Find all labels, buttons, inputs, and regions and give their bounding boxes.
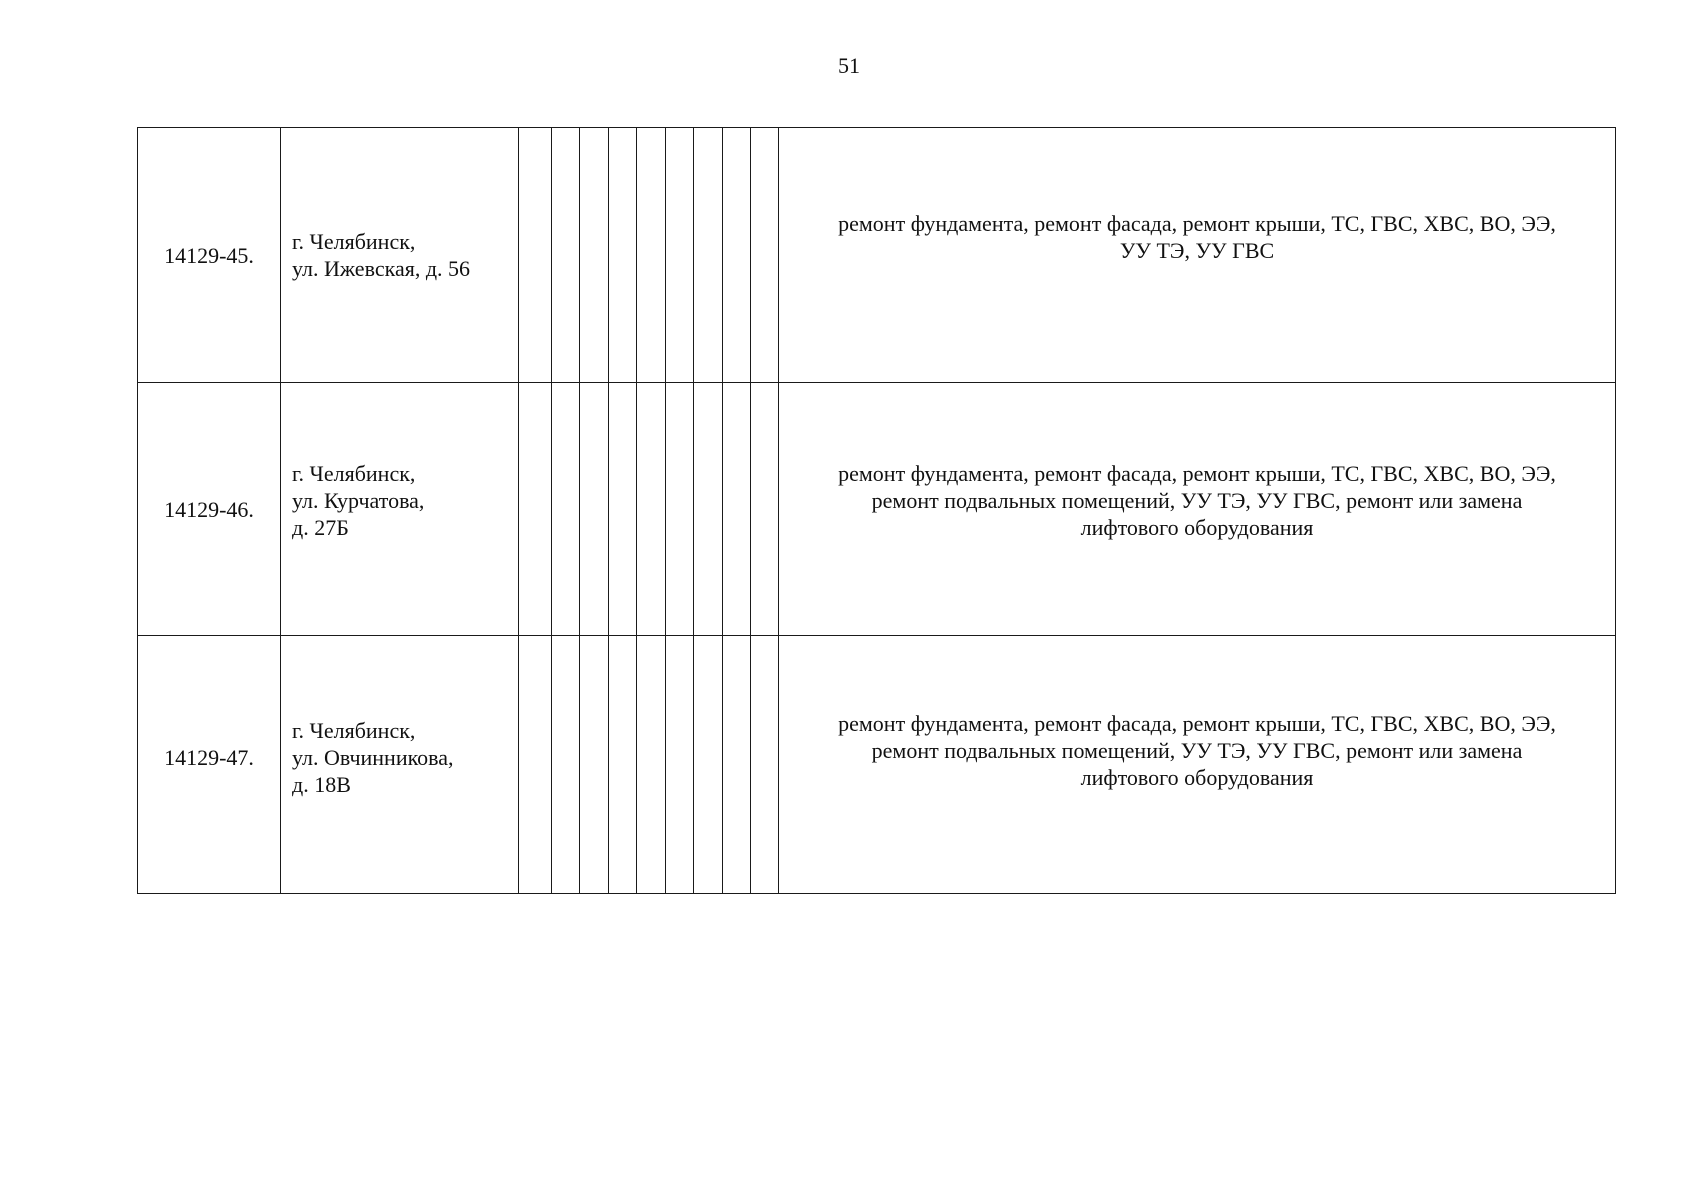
works-cell xyxy=(779,383,1616,636)
address-line: г. Челябинск, xyxy=(292,229,416,254)
works-line: лифтового оборудования xyxy=(1080,514,1314,540)
address-line: д. 18В xyxy=(292,772,351,797)
row-number-cell xyxy=(138,128,281,383)
row-number-cell xyxy=(138,383,281,636)
row-number: 14129-45. xyxy=(164,242,254,268)
address-line: г. Челябинск, xyxy=(292,718,416,743)
table-row xyxy=(138,383,1616,636)
works-line: лифтового оборудования xyxy=(1080,765,1314,790)
works-line: ремонт подвальных помещений, УУ ТЭ, УУ ГВС, ремонт или замена xyxy=(871,487,1523,513)
empty-cell xyxy=(723,128,751,383)
empty-cell xyxy=(580,636,609,894)
address-line: г. Челябинск, xyxy=(292,460,416,486)
works-line: ремонт фундамента, ремонт фасада, ремонт крыши, ТС, ГВС, ХВС, ВО, ЭЭ, xyxy=(838,211,1556,236)
address-line: ул. Курчатова, xyxy=(292,487,425,513)
empty-cell xyxy=(666,128,694,383)
empty-cell xyxy=(609,128,637,383)
works-cell xyxy=(779,128,1616,383)
empty-cell xyxy=(637,383,666,636)
buildings-table xyxy=(137,127,1616,894)
address-line: ул. Ижевская, д. 56 xyxy=(292,256,471,281)
address-line: ул. Овчинникова, xyxy=(292,745,454,770)
address-line: д. 27Б xyxy=(292,514,349,540)
address-cell xyxy=(281,128,519,383)
works-cell xyxy=(779,636,1616,894)
row-number: 14129-46. xyxy=(164,496,254,522)
empty-cell xyxy=(751,383,779,636)
table-row xyxy=(138,128,1616,383)
empty-cell xyxy=(552,128,580,383)
address-cell xyxy=(281,383,519,636)
works-line: ремонт фундамента, ремонт фасада, ремонт крыши, ТС, ГВС, ХВС, ВО, ЭЭ, xyxy=(838,711,1556,736)
table-row xyxy=(138,636,1616,894)
empty-cell xyxy=(580,383,609,636)
empty-cell xyxy=(666,636,694,894)
empty-cell xyxy=(637,128,666,383)
empty-cell xyxy=(519,383,552,636)
page-number: 51 xyxy=(838,53,860,78)
row-number: 14129-47. xyxy=(164,745,254,770)
row-number-cell xyxy=(138,636,281,894)
empty-cell xyxy=(519,636,552,894)
empty-cell xyxy=(751,636,779,894)
empty-cell xyxy=(519,128,552,383)
works-line: ремонт фундамента, ремонт фасада, ремонт крыши, ТС, ГВС, ХВС, ВО, ЭЭ, xyxy=(838,460,1556,486)
empty-cell xyxy=(694,383,723,636)
empty-cell xyxy=(580,128,609,383)
empty-cell xyxy=(723,383,751,636)
empty-cell xyxy=(609,636,637,894)
empty-cell xyxy=(723,636,751,894)
empty-cell xyxy=(637,636,666,894)
empty-cell xyxy=(751,128,779,383)
works-line: УУ ТЭ, УУ ГВС xyxy=(1119,238,1275,263)
empty-cell xyxy=(609,383,637,636)
empty-cell xyxy=(666,383,694,636)
empty-cell xyxy=(694,636,723,894)
address-cell xyxy=(281,636,519,894)
empty-cell xyxy=(552,383,580,636)
empty-cell xyxy=(552,636,580,894)
works-line: ремонт подвальных помещений, УУ ТЭ, УУ ГВС, ремонт или замена xyxy=(871,738,1523,763)
empty-cell xyxy=(694,128,723,383)
